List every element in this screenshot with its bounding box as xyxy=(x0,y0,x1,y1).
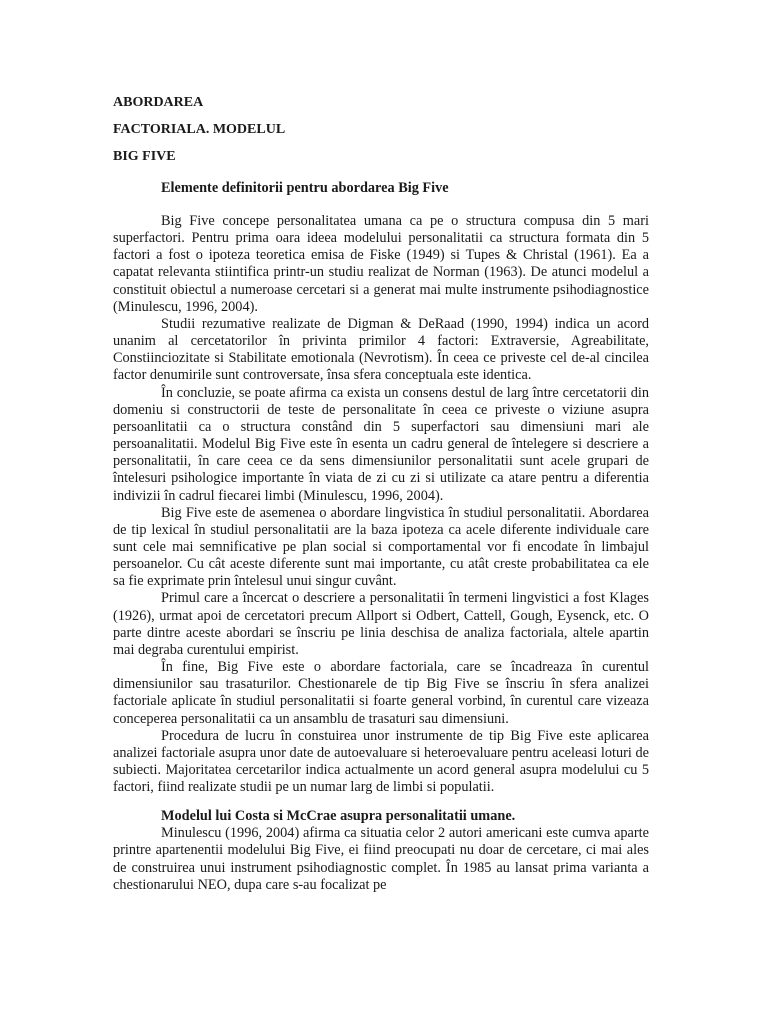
title-line-2: FACTORIALA. MODELUL xyxy=(113,122,286,137)
paragraph-big-five-intro: Big Five concepe personalitatea umana ca pe o structura compusa din 5 mari superfactori. Pentru prima oara ideea modelului personalitatii ca structura formata din 5 factori a fost o ipoteza teoretica emisa de Fiske (1949) si Tupes & Christal (1961). Ea a capatat relevanta stiintifica printr-un studiu realizat de Norman (1963). De atunci modelul a constituit obiectul a numeroase cercetari si a generat mai multe instrumente psihodiagnostice (Minulescu, 1996, 2004). xyxy=(113,213,649,315)
paragraph-digman-deraad: Studii rezumative realizate de Digman & DeRaad (1990, 1994) indica un acord unanim al cercetatorilor în privinta primilor 4 factori: Extraversie, Agreabilitate, Constiinciozitate si Stabilitate emotionala (Nevrotism). În ceea ce priveste cel de-al cincilea factor denumirile sunt controversate, însa sfera conceptuala este identica. xyxy=(113,315,649,384)
paragraph-klages: Primul care a încercat o descriere a personalitatii în termeni lingvistici a fost Klages (1926), urmat apoi de cercetatori precum Allport si Odbert, Cattell, Gough, Eysenck, etc. O parte dintre aceste abordari se înscriu pe linia deschisa de analiza factoriala, altele apartin mai degraba curentului empirist. xyxy=(113,590,649,658)
title-line-1: ABORDAREA xyxy=(113,95,204,110)
paragraph-minulescu-neo: Minulescu (1996, 2004) afirma ca situatia celor 2 autori americani este cumva aparte printre apartenentii modelului Big Five, ei fiind preocupati nu doar de cercetare, ci mai ales de construirea unui instrument psihodiagnostic complet. În 1985 au lansat prima varianta a chestionarului NEO, dupa care s-au focalizat pe xyxy=(113,825,649,893)
section-heading-elemente: Elemente definitorii pentru abordarea Big Five xyxy=(161,180,449,196)
paragraph-concluzie: În concluzie, se poate afirma ca exista un consens destul de larg între cercetatorii din domeniu si constructorii de teste de personalitate în ceea ce priveste o viziune asupra persoanlitatii ca o structura constând din 5 superfactori sau dimensiuni mari ale persoanalitatii. Modelul Big Five este în esenta un cadru general de întelegere si descriere a personalitatii, în care ceea ce da sens dimensiunilor personalitatii sunt acele grupari de întelesuri psihologice importante în viata de zi cu zi si utilizate ca atare pentru a diferentia indivizii în cadrul fiecarei limbi (Minulescu, 1996, 2004). xyxy=(113,384,649,504)
paragraph-procedura: Procedura de lucru în constuirea unor instrumente de tip Big Five este aplicarea analizei factoriale asupra unor date de autoevaluare si heteroevaluare pentru aceleasi loturi de subiecti. Majoritatea cercetarilor indica actualmente un acord general asupra modelului cu 5 factori, fiind realizate studii pe un numar larg de limbi si populatii. xyxy=(113,727,649,796)
paragraph-abordare-lingvistica: Big Five este de asemenea o abordare lingvistica în studiul personalitatii. Abordarea de tip lexical în studiul personalitatii are la baza ipoteza ca acele diferente individuale care sunt cele mai semnificative pe plan social si comportamental vor fi encodate în limbajul persoanelor. Cu cât aceste diferente sunt mai importante, cu atât creste probabilitatea ca ele sa fie exprimate prin întelesul unui singur cuvânt. xyxy=(113,504,649,590)
title-line-3: BIG FIVE xyxy=(113,149,176,164)
paragraph-abordare-factoriala: În fine, Big Five este o abordare factoriala, care se încadreaza în curentul dimensiunilor sau trasaturilor. Chestionarele de tip Big Five se înscriu în sfera analizei factoriale aplicate în studiul personalitatii si foarte general vorbind, în curentul care vizeaza conceperea personalitatii ca un ansamblu de trasaturi sau dimensiuni. xyxy=(113,659,649,727)
section-heading-costa-mccrae: Modelul lui Costa si McCrae asupra personalitatii umane. xyxy=(161,808,516,825)
document-page xyxy=(113,94,649,894)
document-title xyxy=(113,94,649,165)
